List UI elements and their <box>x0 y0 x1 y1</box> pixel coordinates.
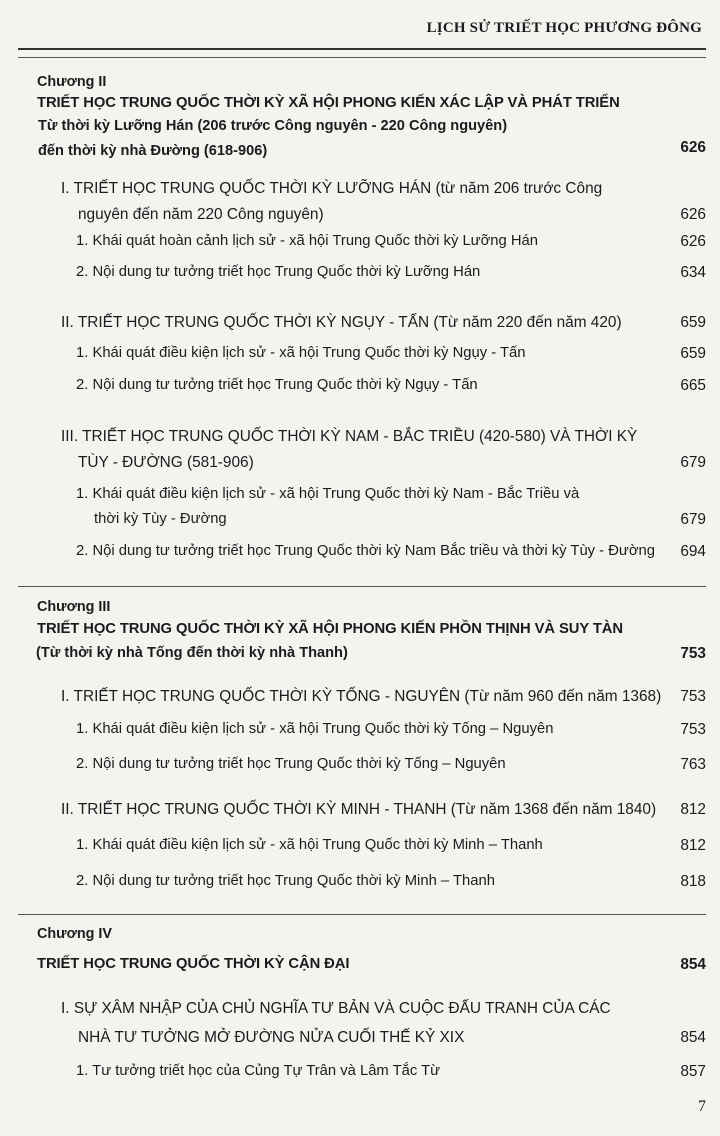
chapter-subtitle: (Từ thời kỳ nhà Tống đến thời kỳ nhà Thanh) <box>36 645 348 661</box>
subsection-page-number[interactable]: 626 <box>680 233 706 250</box>
subsection-entry[interactable]: 1. Khái quát điều kiện lịch sử - xã hội Trung Quốc thời kỳ Minh – Thanh <box>76 837 543 853</box>
chapter-label: Chương II <box>37 74 107 90</box>
subsection-page-number[interactable]: 665 <box>680 377 706 394</box>
page-number: 7 <box>698 1098 706 1115</box>
chapter-title: TRIẾT HỌC TRUNG QUỐC THỜI KỲ CẬN ĐẠI <box>37 956 350 972</box>
subsection-entry[interactable]: 2. Nội dung tư tưởng triết học Trung Quốc thời kỳ Lưỡng Hán <box>76 264 481 280</box>
section-heading[interactable]: II. TRIẾT HỌC TRUNG QUỐC THỜI KỲ MINH - THANH (Từ năm 1368 đến năm 1840) <box>61 801 657 818</box>
chapter-page-number[interactable]: 753 <box>680 645 706 662</box>
subsection-entry[interactable]: 2. Nội dung tư tưởng triết học Trung Quốc thời kỳ Ngụy - Tấn <box>76 377 478 393</box>
section-heading[interactable]: I. TRIẾT HỌC TRUNG QUỐC THỜI KỲ TỐNG - NGUYÊN (Từ năm 960 đến năm 1368) <box>61 688 662 705</box>
subsection-page-number[interactable]: 857 <box>680 1063 706 1080</box>
chapter-page-number[interactable]: 854 <box>680 956 706 973</box>
chapter-title: TRIẾT HỌC TRUNG QUỐC THỜI KỲ XÃ HỘI PHONG KIẾN XÁC LẬP VÀ PHÁT TRIỂN <box>37 95 620 111</box>
subsection-page-number[interactable]: 694 <box>680 543 706 560</box>
section-heading[interactable]: NHÀ TƯ TƯỞNG MỞ ĐƯỜNG NỬA CUỐI THẾ KỶ XIX <box>78 1029 465 1046</box>
subsection-entry[interactable]: 2. Nội dung tư tưởng triết học Trung Quốc thời kỳ Nam Bắc triều và thời kỳ Tùy - Đường <box>76 543 655 559</box>
section-page-number[interactable]: 854 <box>680 1029 706 1046</box>
subsection-entry[interactable]: 1. Tư tưởng triết học của Củng Tự Trân và Lâm Tắc Từ <box>76 1063 441 1079</box>
chapter-page-number[interactable]: 626 <box>680 139 706 156</box>
section-heading[interactable]: I. TRIẾT HỌC TRUNG QUỐC THỜI KỲ LƯỠNG HÁN (từ năm 206 trước Công <box>61 180 603 197</box>
subsection-page-number[interactable]: 763 <box>680 756 706 773</box>
subsection-page-number[interactable]: 753 <box>680 721 706 738</box>
section-page-number[interactable]: 659 <box>680 314 706 331</box>
chapter-subtitle: Từ thời kỳ Lưỡng Hán (206 trước Công nguyên - 220 Công nguyên) <box>38 118 508 134</box>
chapter-divider <box>18 914 706 915</box>
chapter-subtitle: đến thời kỳ nhà Đường (618-906) <box>38 143 268 159</box>
section-heading[interactable]: TÙY - ĐƯỜNG (581-906) <box>78 454 254 471</box>
subsection-page-number[interactable]: 818 <box>680 873 706 890</box>
section-heading[interactable]: nguyên đến năm 220 Công nguyên) <box>78 206 324 223</box>
section-heading[interactable]: I. SỰ XÂM NHẬP CỦA CHỦ NGHĨA TƯ BẢN VÀ CUỘC ĐẤU TRANH CỦA CÁC <box>61 1000 611 1017</box>
section-page-number[interactable]: 812 <box>680 801 706 818</box>
subsection-page-number[interactable]: 634 <box>680 264 706 281</box>
subsection-entry[interactable]: thời kỳ Tùy - Đường <box>94 511 227 527</box>
subsection-page-number[interactable]: 659 <box>680 345 706 362</box>
subsection-entry[interactable]: 1. Khái quát điều kiện lịch sử - xã hội Trung Quốc thời kỳ Tống – Nguyên <box>76 721 554 737</box>
section-heading[interactable]: II. TRIẾT HỌC TRUNG QUỐC THỜI KỲ NGỤY - TẤN (Từ năm 220 đến năm 420) <box>61 314 622 331</box>
section-heading[interactable]: III. TRIẾT HỌC TRUNG QUỐC THỜI KỲ NAM - BẮC TRIỀU (420-580) VÀ THỜI KỲ <box>61 428 638 445</box>
section-page-number[interactable]: 753 <box>680 688 706 705</box>
running-head: LỊCH SỬ TRIẾT HỌC PHƯƠNG ĐÔNG <box>426 20 702 36</box>
subsection-page-number[interactable]: 812 <box>680 837 706 854</box>
subsection-page-number[interactable]: 679 <box>680 511 706 528</box>
subsection-entry[interactable]: 1. Khái quát điều kiện lịch sử - xã hội Trung Quốc thời kỳ Ngụy - Tấn <box>76 345 526 361</box>
chapter-title: TRIẾT HỌC TRUNG QUỐC THỜI KỲ XÃ HỘI PHONG KIẾN PHỒN THỊNH VÀ SUY TÀN <box>37 621 623 637</box>
subsection-entry[interactable]: 2. Nội dung tư tưởng triết học Trung Quốc thời kỳ Tống – Nguyên <box>76 756 506 772</box>
chapter-label: Chương III <box>37 599 111 615</box>
chapter-divider <box>18 586 706 587</box>
chapter-divider <box>18 57 706 58</box>
subsection-entry[interactable]: 2. Nội dung tư tưởng triết học Trung Quốc thời kỳ Minh – Thanh <box>76 873 495 889</box>
subsection-entry[interactable]: 1. Khái quát điều kiện lịch sử - xã hội Trung Quốc thời kỳ Nam - Bắc Triều và <box>76 486 580 502</box>
section-page-number[interactable]: 626 <box>680 206 706 223</box>
subsection-entry[interactable]: 1. Khái quát hoàn cảnh lịch sử - xã hội Trung Quốc thời kỳ Lưỡng Hán <box>76 233 539 249</box>
chapter-label: Chương IV <box>37 926 113 942</box>
section-page-number[interactable]: 679 <box>680 454 706 471</box>
